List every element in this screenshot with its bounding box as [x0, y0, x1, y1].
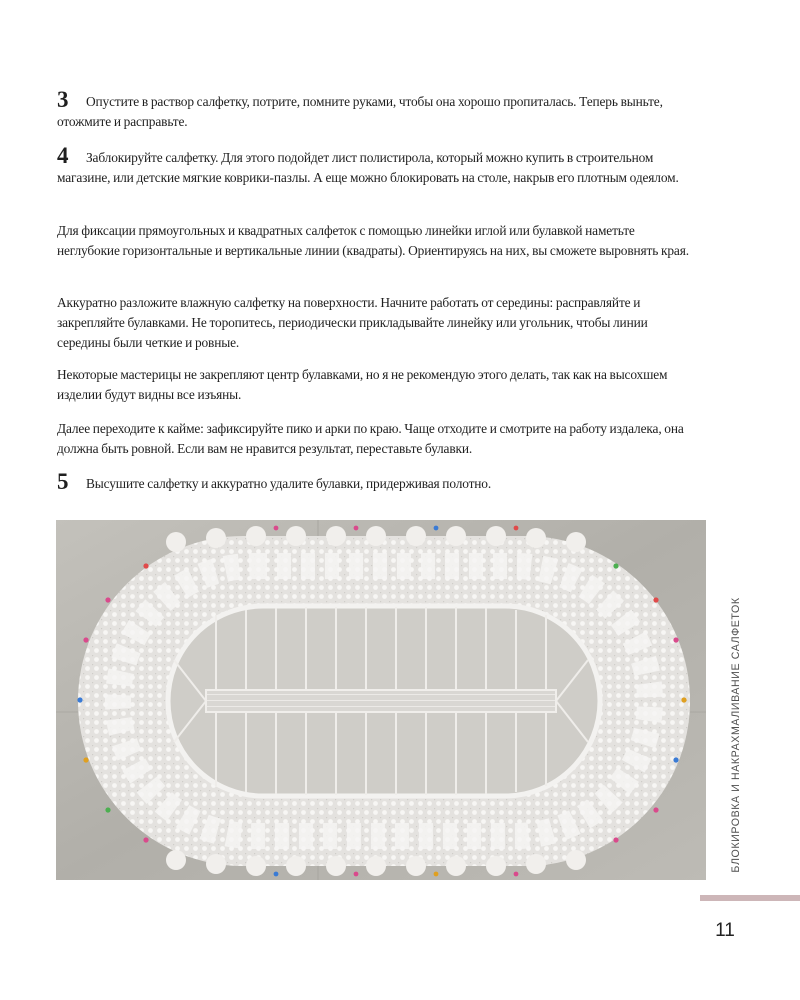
page-number: 11 [715, 920, 735, 941]
doily-illustration [56, 520, 706, 880]
body-paragraph: Далее переходите к кайме: зафиксируйте пико и арки по краю. Чаще отходите и смотрите на работу издалека, она должна быть ровной. Если вам не нравится результат, переставьте булавки. [57, 421, 684, 456]
step-4-number: 4 [57, 143, 69, 168]
step-4-text: Заблокируйте салфетку. Для этого подойдет лист полистирола, который можно купить в строительном магазине, или детские мягкие коврики-пазлы. А еще можно блокировать на столе, накрыв его плотным одеялом. [57, 150, 679, 185]
footer-accent-bar [700, 895, 800, 901]
body-paragraph: Для фиксации прямоугольных и квадратных салфеток с помощью линейки иглой или булавкой наметьте неглубокие горизонтальные и вертикальные линии (квадраты). Ориентируясь на них, вы сможете выровнять края. [57, 223, 689, 258]
step-3-paragraph [57, 87, 697, 132]
section-title-text: БЛОКИРОВКА И НАКРАХМАЛИВАНИЕ САЛФЕТОК [730, 597, 742, 873]
step-5-text: Высушите салфетку и аккуратно удалите булавки, придерживая полотно. [86, 476, 492, 491]
body-paragraph: Аккуратно разложите влажную салфетку на поверхности. Начните работать от середины: расправляйте и закрепляйте булавками. Не торопитесь, периодически прикладывайте линейку или угольник, чтобы линии середины были четкие и ровные. [57, 295, 648, 350]
section-title-vertical [724, 590, 748, 880]
step-5-paragraph [57, 469, 697, 494]
doily-photo [56, 520, 706, 880]
body-paragraph: Некоторые мастерицы не закрепляют центр булавками, но я не рекомендую этого делать, так как на высохшем изделии будут видны все изъяны. [57, 367, 668, 402]
step-3-text: Опустите в раствор салфетку, потрите, помните руками, чтобы она хорошо пропиталась. Теперь выньте, отожмите и расправьте. [57, 94, 663, 129]
step-4-paragraph [57, 143, 697, 188]
step-3-number: 3 [57, 87, 69, 112]
step-5-number: 5 [57, 469, 69, 494]
